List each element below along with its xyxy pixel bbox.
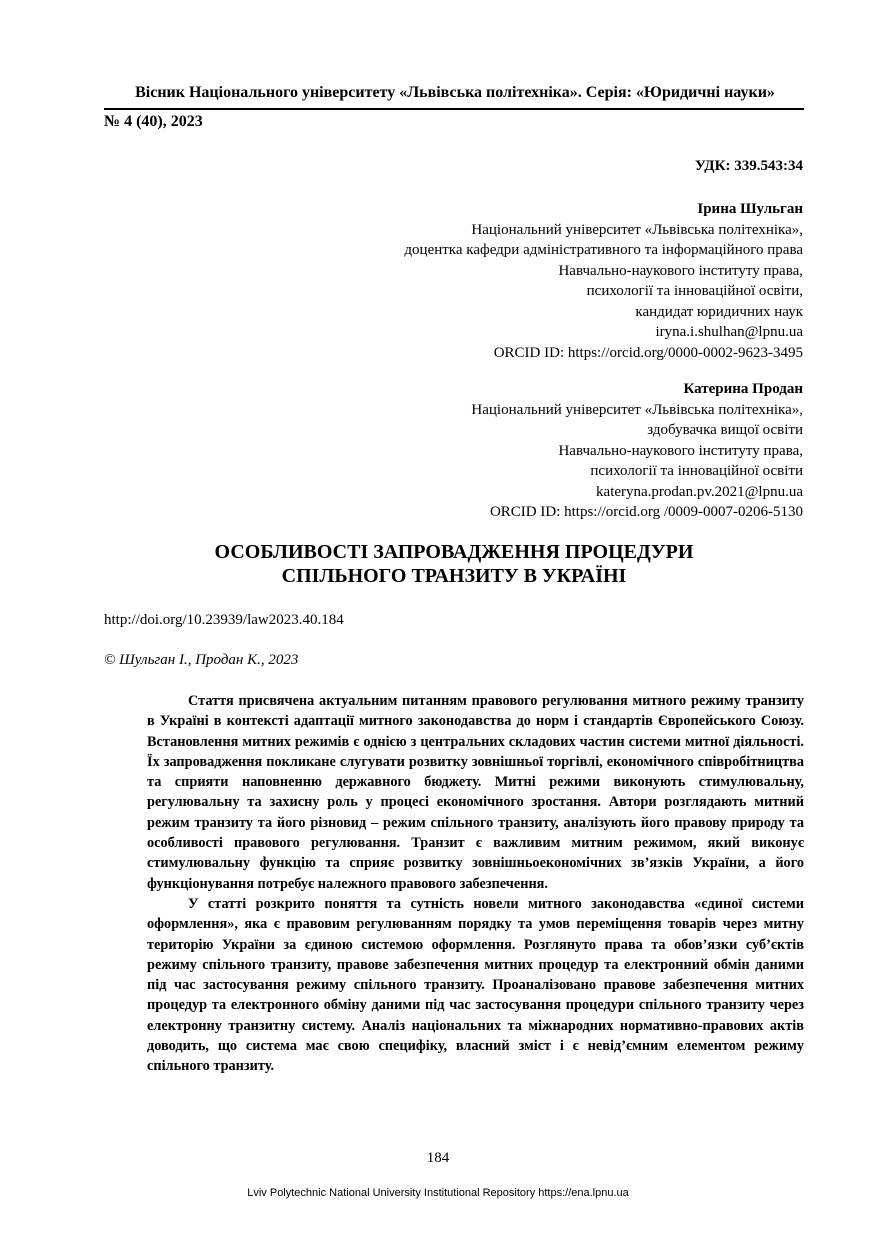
author-block-1 bbox=[404, 199, 803, 363]
abstract-paragraph-1: Стаття присвячена актуальним питанням правового регулювання митного режиму транзиту в Україні в контексті адаптації митного законодавства до норм і стандартів Європейського Союзу. Встановлення митних режимів є однією з центральних складових частин системи митної діяльності. Їх запровадження покликане слугувати розвитку зовнішньої торгівлі, економічного співробітництва та сприяти наповненню державного бюджету. Митні режими виконують стимулювальну, регулювальну та захисну роль у процесі економічного зростання. Автори розглядають митний режим транзиту та його різновид – режим спільного транзиту, аналізують його правову природу та особливості правового регулювання. Транзит є важливим митним режимом, який виконує стимулювальну функцію та сприяє розвитку зовнішньоекономічних зв’язків України, а його функціонування потребує належного правового забезпечення. bbox=[147, 693, 804, 892]
issue-number: № 4 (40), 2023 bbox=[104, 113, 203, 130]
author-name: Ірина Шульган bbox=[697, 201, 803, 217]
header-rule bbox=[104, 108, 804, 110]
abstract bbox=[147, 691, 804, 1077]
author-name: Катерина Продан bbox=[683, 381, 803, 397]
author-institute: Навчально-наукового інституту права, bbox=[558, 262, 803, 279]
author-institute-cont: психології та інноваційної освіти, bbox=[586, 283, 803, 299]
article-title-line-2: СПІЛЬНОГО ТРАНЗИТУ В УКРАЇНІ bbox=[281, 565, 627, 587]
udc-code: УДК: 339.543:34 bbox=[694, 158, 803, 174]
author-orcid: ORCID ID: https://orcid.org /0009-0007-0206-5130 bbox=[489, 504, 803, 520]
author-position: доцентка кафедри адміністративного та інформаційного права bbox=[404, 242, 803, 258]
article-title-line-1: ОСОБЛИВОСТІ ЗАПРОВАДЖЕННЯ ПРОЦЕДУРИ bbox=[214, 541, 694, 563]
author-position: здобувачка вищої освіти bbox=[647, 422, 803, 438]
author-institute: Навчально-наукового інституту права, bbox=[558, 442, 803, 459]
author-block-2 bbox=[471, 379, 803, 523]
abstract-paragraph-2: У статті розкрито поняття та сутність новели митного законодавства «єдиної системи оформлення», яка є правовим регулюванням порядку та умов переміщення товарів через митну територію України за єдиною системою оформлення. Розглянуто права та обов’язки суб’єктів режиму спільного транзиту, правове забезпечення митних процедур та електронний обмін даними під час застосування режиму спільного транзиту. Проаналізовано правове забезпечення митних процедур та електронного обміну даними під час застосування процедури спільного транзиту через електронну транзитну систему. Аналіз національних та міжнародних нормативно-правових актів доводить, що система має свою специфіку, власний зміст і є невід’ємним елементом режиму спільного транзиту. bbox=[147, 895, 804, 1075]
author-email: iryna.i.shulhan@lpnu.ua bbox=[655, 324, 803, 340]
doi-link: http://doi.org/10.23939/law2023.40.184 bbox=[104, 612, 344, 628]
author-affiliation: Національний університет «Львівська політехніка», bbox=[471, 401, 803, 418]
author-degree: кандидат юридичних наук bbox=[635, 303, 803, 320]
repository-footer: Lviv Polytechnic National University Institutional Repository https://ena.lpnu.ua bbox=[247, 1187, 629, 1199]
article-title bbox=[104, 540, 804, 588]
journal-title: Вісник Національного університету «Львівська політехніка». Серія: «Юридичні науки» bbox=[135, 84, 775, 101]
author-affiliation: Національний університет «Львівська політехніка», bbox=[471, 221, 803, 238]
copyright-notice: © Шульган І., Продан К., 2023 bbox=[104, 652, 299, 668]
page-number: 184 bbox=[426, 1150, 450, 1166]
author-email: kateryna.prodan.pv.2021@lpnu.ua bbox=[596, 483, 803, 500]
author-institute-cont: психології та інноваційної освіти bbox=[590, 463, 803, 479]
author-orcid: ORCID ID: https://orcid.org/0000-0002-9623-3495 bbox=[493, 344, 803, 361]
